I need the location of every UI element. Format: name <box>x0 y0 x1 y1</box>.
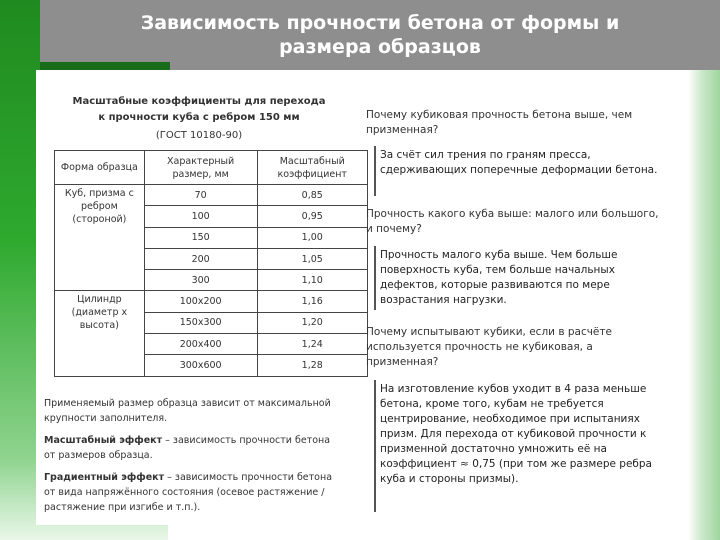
shape-cell: Цилиндр (диаметр х высота) <box>55 291 145 376</box>
gradient-effect-text: – зависимость прочности бетона от вида напряжённого состояния (осевое растяжение / растяжение при изгибе и т.п.). <box>44 472 333 513</box>
size-cell: 100 <box>144 206 257 227</box>
question-3: Почему испытывают кубики, если в расчёте используется прочность не кубиковая, а призменная? <box>366 326 612 368</box>
title-accent <box>40 62 170 70</box>
answer-1: За счёт сил трения по граням пресса, сдерживающих поперечные деформации бетона. <box>380 149 658 176</box>
size-cell: 300x600 <box>144 355 257 376</box>
scale-effect-term: Масштабный эффект <box>44 435 163 446</box>
coefficient-cell: 0,85 <box>257 185 367 206</box>
coefficient-cell: 1,20 <box>257 312 367 333</box>
coefficient-cell: 1,24 <box>257 334 367 355</box>
left-panel <box>36 70 362 525</box>
question-2: Прочность какого куба выше: малого или большого, и почему? <box>366 208 659 235</box>
answer-3-marker <box>374 380 376 512</box>
title-bar <box>40 0 720 70</box>
decorative-right-strip <box>688 0 720 540</box>
scale-coefficient-table <box>54 150 368 377</box>
table-row <box>55 185 368 206</box>
table-caption-line2: к прочности куба с ребром 150 мм <box>98 112 300 123</box>
notes-block <box>44 396 344 522</box>
table-caption-line1: Масштабные коэффициенты для перехода <box>72 96 326 107</box>
note-scale-effect <box>44 433 344 463</box>
size-cell: 200 <box>144 248 257 269</box>
answer-1-marker <box>374 146 376 196</box>
question-1: Почему кубиковая прочность бетона выше, чем призменная? <box>366 109 633 136</box>
header-coefficient: Масштабный коэффициент <box>257 151 367 185</box>
size-cell: 100x200 <box>144 291 257 312</box>
coefficient-cell: 1,10 <box>257 270 367 291</box>
size-cell: 150x300 <box>144 312 257 333</box>
header-size: Характерный размер, мм <box>144 151 257 185</box>
size-cell: 300 <box>144 270 257 291</box>
size-cell: 150 <box>144 227 257 248</box>
table-header-row <box>55 151 368 185</box>
coefficient-cell: 1,28 <box>257 355 367 376</box>
coefficient-cell: 0,95 <box>257 206 367 227</box>
coefficient-cell: 1,05 <box>257 248 367 269</box>
note-specimen-size: Применяемый размер образца зависит от максимальной крупности заполнителя. <box>44 398 331 424</box>
scale-effect-text: – зависимость прочности бетона от размеров образца. <box>44 435 331 461</box>
answer-3: На изготовление кубов уходит в 4 раза меньше бетона, кроме того, кубам не требуется центрирование, необходимое при испытаниях призм. Для перехода от кубиковой прочности к призменной достаточно умножить её на коэффициент ≈ 0,75 (при том же размере ребра куба и стороны призмы). <box>380 383 652 485</box>
table-caption <box>36 94 362 126</box>
gradient-effect-term: Градиентный эффект <box>44 472 165 483</box>
answer-2-marker <box>374 246 376 310</box>
note-gradient-effect <box>44 470 344 515</box>
coefficient-cell: 1,16 <box>257 291 367 312</box>
size-cell: 200x400 <box>144 334 257 355</box>
table-row <box>55 291 368 312</box>
header-shape: Форма образца <box>55 151 145 185</box>
answer-2: Прочность малого куба выше. Чем больше поверхность куба, тем больше начальных дефектов, которые развиваются по мере возрастания нагрузки. <box>380 249 618 306</box>
slide-title: Зависимость прочности бетона от формы и размера образцов <box>140 12 620 58</box>
table-standard: (ГОСТ 10180-90) <box>155 130 243 141</box>
shape-cell: Куб, призма с ребром (стороной) <box>55 185 145 291</box>
coefficient-cell: 1,00 <box>257 227 367 248</box>
size-cell: 70 <box>144 185 257 206</box>
